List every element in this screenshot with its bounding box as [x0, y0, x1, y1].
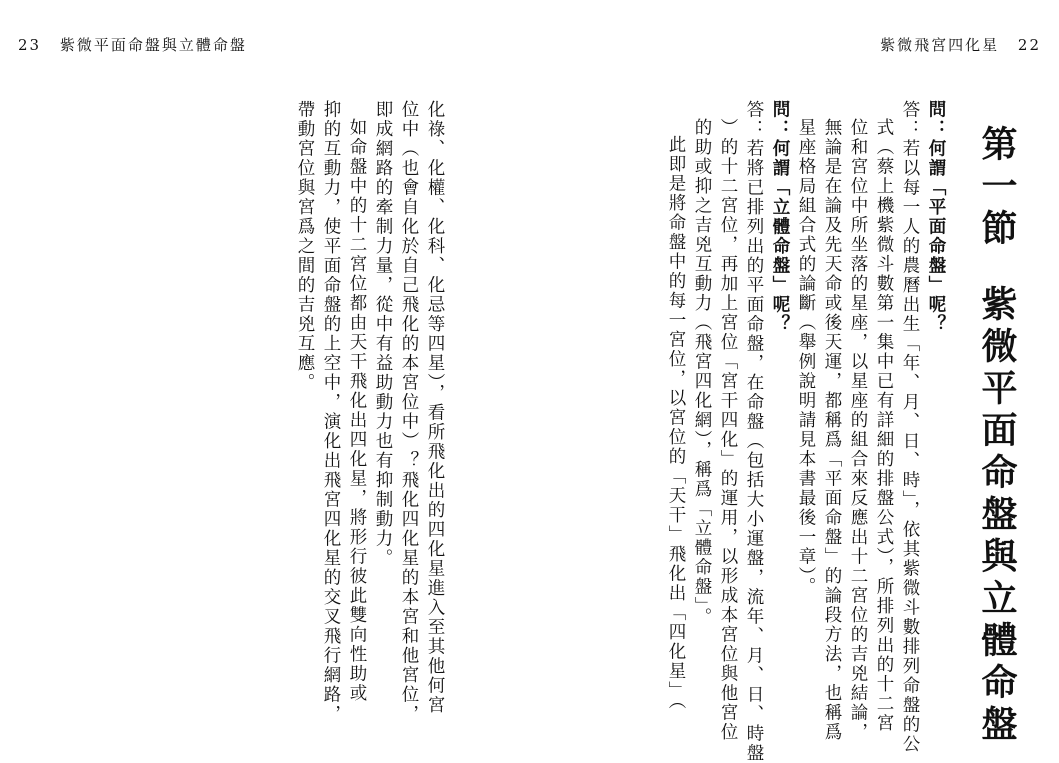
right-page-number: 22 — [1017, 36, 1041, 54]
right-page-body — [663, 100, 949, 763]
left-page-number: 23 — [18, 36, 42, 54]
left-page-header — [18, 34, 247, 55]
text-column: 無論是在論及先天命或後天運，都稱爲「平面命盤」的論段方法，也稱爲 — [822, 117, 842, 742]
text-column: 即成網路的牽制力量，從中有益助動力也有抑制動力。 — [373, 100, 393, 568]
left-page-body — [292, 100, 448, 724]
chapter-title-section: 第一節 — [976, 125, 1017, 251]
chapter-title-text: 紫微平面命盤與立體命盤 — [976, 285, 1017, 747]
right-page-header — [880, 34, 1041, 55]
text-column: 位中（也會自化於自己飛化的本宮位中）？飛化四化星的本宮和他宮位， — [399, 100, 419, 724]
chapter-title — [973, 125, 1019, 747]
text-column: 位和宮位中所坐落的星座，以星座的組合來反應出十二宮位的吉兇結論， — [848, 117, 868, 742]
question-column: 問：何謂「平面命盤」呢？ — [926, 100, 946, 334]
question-column: 問：何謂「立體命盤」呢？ — [770, 100, 790, 334]
text-column: 星座格局組合式的論斷（舉例說明請見本書最後一章）。 — [796, 117, 816, 597]
right-page — [530, 0, 1059, 763]
answer-column: 答：若將已排列出的平面命盤，在命盤（包括大小運盤，流年、月、日、時盤 — [744, 100, 764, 763]
left-page — [0, 0, 530, 749]
text-column: 如命盤中的十二宮位都由天干飛化出四化星，將形行彼此雙向性助或 — [347, 117, 367, 703]
text-column: 的助或抑之吉兇互動力（飛宮四化網），稱爲「立體命盤」。 — [692, 117, 712, 627]
right-page-running-title: 紫微飛宮四化星 — [880, 36, 1000, 54]
text-column: ）的十二宮位，再加上宮位「宮干四化」的運用，以形成本宮位與他宮位 — [718, 117, 738, 742]
text-column: 式（蔡上機紫微斗數第一集中已有詳細的排盤公式），所排列出的十二宮 — [874, 117, 894, 733]
left-page-running-title: 紫微平面命盤與立體命盤 — [59, 36, 247, 54]
text-column: 化祿、化權、化科、化忌等四星），看所飛化出的四化星進入至其他何宮 — [425, 100, 445, 716]
text-column: 此即是將命盤中的每一宮位，以宮位的「天干」飛化出「四化星」（ — [666, 135, 686, 712]
text-column: 抑的互動力，使平面命盤的上空中，演化出飛宮四化星的交叉飛行網路， — [321, 100, 341, 724]
answer-column: 答：若以每一人的農曆出生「年、月、日、時」，依其紫微斗數排列命盤的公 — [900, 100, 920, 755]
text-column: 帶動宮位與宮爲之間的吉兇互應。 — [295, 100, 315, 393]
